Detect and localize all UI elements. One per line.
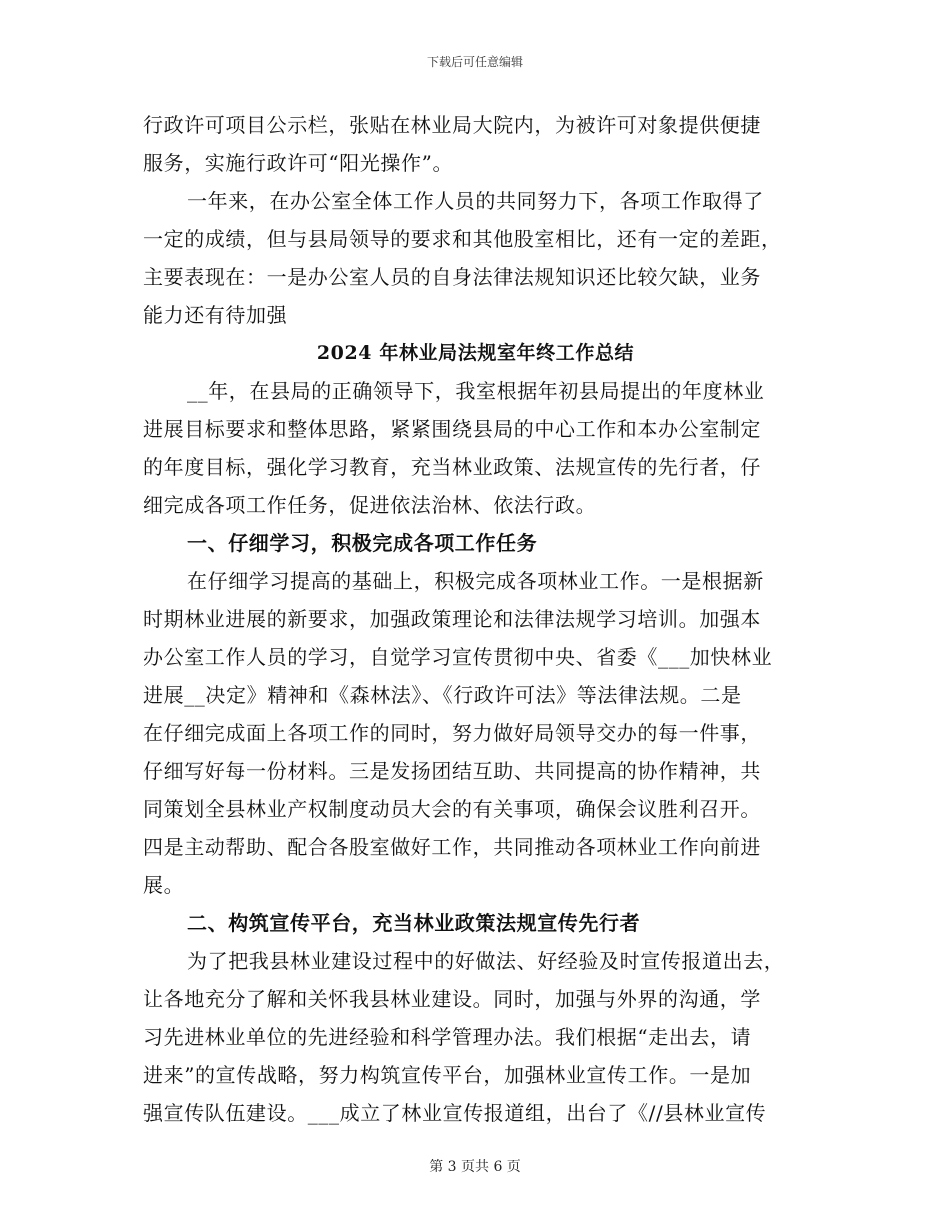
body-line: 同策划全县林业产权制度动员大会的有关事项，确保会议胜利召开。 [143, 797, 761, 821]
document-body [143, 106, 808, 1132]
body-line: 展。 [143, 873, 185, 897]
body-line: 细完成各项工作任务，促进依法治林、依法行政。 [143, 493, 597, 517]
body-line: 的年度目标，强化学习教育，充当林业政策、法规宣传的先行者，仔 [143, 455, 761, 479]
body-line: 办公室工作人员的学习，自觉学习宣传贯彻中央、省委《___加快林业 [143, 645, 773, 669]
body-line: 主要表现在：一是办公室人员的自身法律法规知识还比较欠缺，业务 [143, 265, 761, 289]
body-line: 强宣传队伍建设。___成立了林业宣传报道组，出台了《//县林业宣传 [143, 1101, 767, 1125]
body-line: 四是主动帮助、配合各股室做好工作，共同推动各项林业工作向前进 [143, 835, 761, 859]
section-heading: 一、仔细学习，积极完成各项工作任务 [187, 531, 538, 555]
body-line: 进展__决定》精神和《森林法》、《行政许可法》等法律法规。二是 [143, 683, 742, 707]
body-line: 为了把我县林业建设过程中的好做法、好经验及时宣传报道出去， [187, 949, 785, 973]
page-header: 下载后可任意编辑 [426, 55, 523, 69]
body-line: 一年来，在办公室全体工作人员的共同努力下，各项工作取得了 [187, 189, 764, 213]
body-line: 服务，实施行政许可“阳光操作”。 [143, 151, 454, 175]
body-line: 行政许可项目公示栏，张贴在林业局大院内，为被许可对象提供便捷 [143, 113, 761, 137]
page-footer: 第 3 页共 6 页 [429, 1159, 521, 1175]
body-line: 一定的成绩，但与县局领导的要求和其他股室相比，还有一定的差距， [143, 227, 782, 251]
body-line: 在仔细学习提高的基础上，积极完成各项林业工作。一是根据新 [187, 569, 764, 593]
body-line: 习先进林业单位的先进经验和科学管理办法。我们根据“走出去，请 [143, 1025, 752, 1049]
body-line: 仔细写好每一份材料。三是发扬团结互助、共同提高的协作精神，共 [143, 759, 761, 783]
section-heading: 二、构筑宣传平台，充当林业政策法规宣传先行者 [187, 911, 641, 935]
body-line: __年，在县局的正确领导下，我室根据年初县局提出的年度林业 [187, 379, 765, 403]
body-line: 在仔细完成面上各项工作的同时，努力做好局领导交办的每一件事， [143, 721, 761, 745]
body-line: 时期林业进展的新要求，加强政策理论和法律法规学习培训。加强本 [143, 607, 761, 631]
body-line: 进来”的宣传战略，努力构筑宣传平台，加强林业宣传工作。一是加 [143, 1063, 752, 1087]
body-line: 能力还有待加强 [143, 303, 288, 327]
body-line: 进展目标要求和整体思路，紧紧围绕县局的中心工作和本办公室制定 [143, 417, 761, 441]
document-title: 2024 年林业局法规室年终工作总结 [316, 342, 635, 364]
body-line: 让各地充分了解和关怀我县林业建设。同时，加强与外界的沟通，学 [143, 987, 761, 1011]
